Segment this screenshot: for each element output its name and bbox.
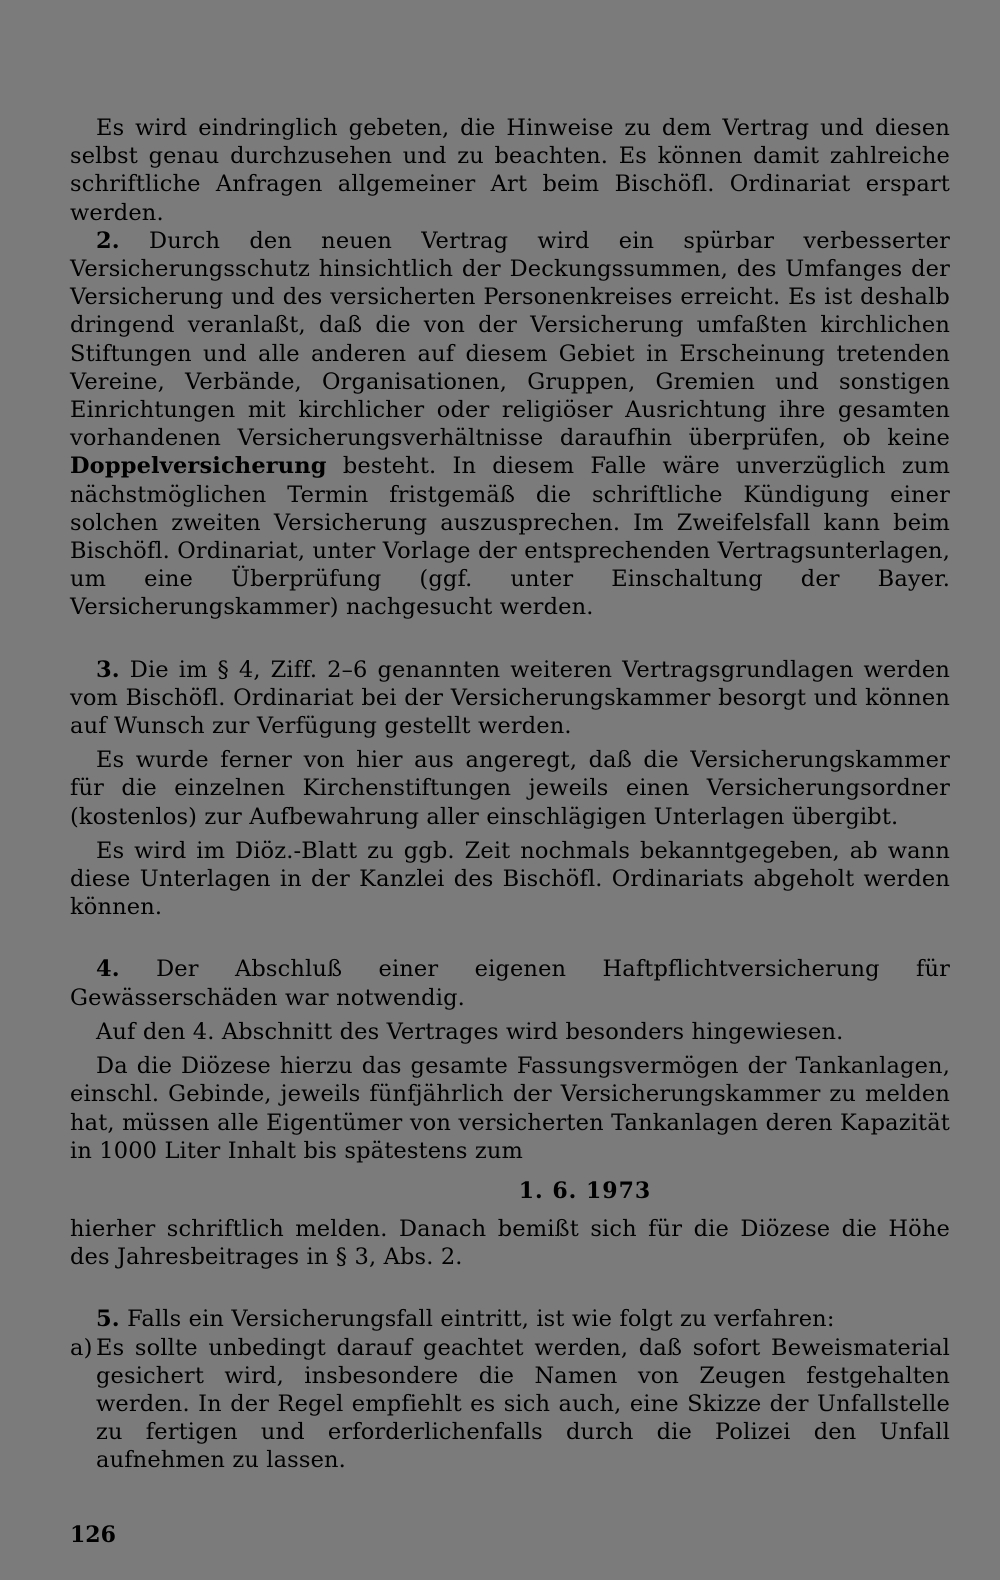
section-5-number: 5. — [96, 1306, 120, 1333]
section-3-text: Die im § 4, Ziff. 2–6 genannten weiteren Vertragsgrundlagen werden vom Bischöfl. Ordinariat bei der Versicherungskammer besorgt und können auf Wunsch zur Verfügung gestellt werden. — [70, 656, 950, 740]
list-item-a-text: Es sollte unbedingt darauf geachtet werden, daß sofort Beweismaterial gesichert wird, insbesondere die Namen von Zeugen festgehalten werden. In der Regel empfiehlt es sich auch, eine Skizze der Unfallstelle zu fertigen und erforderlichenfalls durch die Polizei den Unfall aufnehmen zu lassen. — [96, 1334, 950, 1474]
section-3-number: 3. — [96, 656, 120, 683]
section-3-paragraph-3: Es wird im Diöz.-Blatt zu ggb. Zeit nochmals bekanntgegeben, ab wann diese Unterlagen in der Kanzlei des Bischöfl. Ordinariats abgeholt werden können. — [70, 837, 950, 921]
list-item-a — [70, 1334, 950, 1475]
section-4-paragraph-3: Da die Diözese hierzu das gesamte Fassungsvermögen der Tankanlagen, einschl. Gebinde, jeweils fünfjährlich der Versicherungskammer zu melden hat, müssen alle Eigentümer von versicherten Tankanlagen deren Kapazität in 1000 Liter Inhalt bis spätestens zum — [70, 1053, 950, 1164]
intro-paragraph: Es wird eindringlich gebeten, die Hinweise zu dem Vertrag und diesen selbst genau durchzusehen und zu beachten. Es können damit zahlreiche schriftliche Anfragen allgemeiner Art beim Bischöfl. Ordinariat erspart werden. — [70, 115, 950, 226]
section-3-paragraph-2: Es wurde ferner von hier aus angeregt, daß die Versicherungskammer für die einzelnen Kirchenstiftungen jeweils einen Versicherungsordner (kostenlos) zur Aufbewahrung aller einschlägigen Unterlagen übergibt. — [70, 747, 950, 830]
document-page — [70, 114, 950, 1475]
section-2-paragraph — [70, 227, 950, 622]
section-2-text-a: Durch den neuen Vertrag wird ein spürbar verbesserter Versicherungsschutz hinsichtlich der Deckungssummen, des Umfanges der Versicherung und des versicherten Personenkreises erreicht. Es ist deshalb dringend veranlaßt, daß die von der Versicherung umfaßten kirchlichen Stiftungen und alle anderen auf diesem Gebiet in Erscheinung tretenden Vereine, Verbände, Organisationen, Gruppen, Gremien und sonstigen Einrichtungen mit kirchlicher oder religiöser Ausrichtung ihre gesamten vorhandenen Versicherungsverhältnisse daraufhin überprüfen, ob keine — [70, 227, 950, 452]
section-2-text-b: besteht. In diesem Falle wäre unverzüglich zum nächstmöglichen Termin fristgemäß die schriftliche Kündigung einer solchen zweiten Versicherung auszusprechen. Im Zweifelsfall kann beim Bischöfl. Ordinariat, unter Vorlage der entsprechenden Vertragsunterlagen, um eine Überprüfung (ggf. unter Einschaltung der Bayer. Versicherungskammer) nachgesucht werden. — [70, 453, 950, 621]
section-4-paragraph — [70, 955, 950, 1011]
section-2-bold-term: Doppelversicherung — [70, 453, 327, 480]
list-item-a-marker: a) — [70, 1334, 93, 1361]
section-4-paragraph-2: Auf den 4. Abschnitt des Vertrages wird besonders hingewiesen. — [96, 1018, 844, 1045]
section-5-text: Falls ein Versicherungsfall eintritt, ist wie folgt zu verfahren: — [127, 1306, 835, 1333]
section-4-number: 4. — [96, 956, 120, 983]
section-3-paragraph — [70, 656, 950, 741]
page-number: 126 — [70, 1522, 116, 1548]
section-5-paragraph — [70, 1305, 950, 1333]
deadline-date: 1. 6. 1973 — [518, 1177, 652, 1204]
section-4-paragraph-4: hierher schriftlich melden. Danach bemißt sich für die Diözese die Höhe des Jahresbeitrages in § 3, Abs. 2. — [70, 1215, 950, 1271]
section-2-number: 2. — [96, 227, 120, 254]
section-4-text: Der Abschluß einer eigenen Haftpflichtversicherung für Gewässerschäden war notwendig. — [70, 956, 950, 1011]
